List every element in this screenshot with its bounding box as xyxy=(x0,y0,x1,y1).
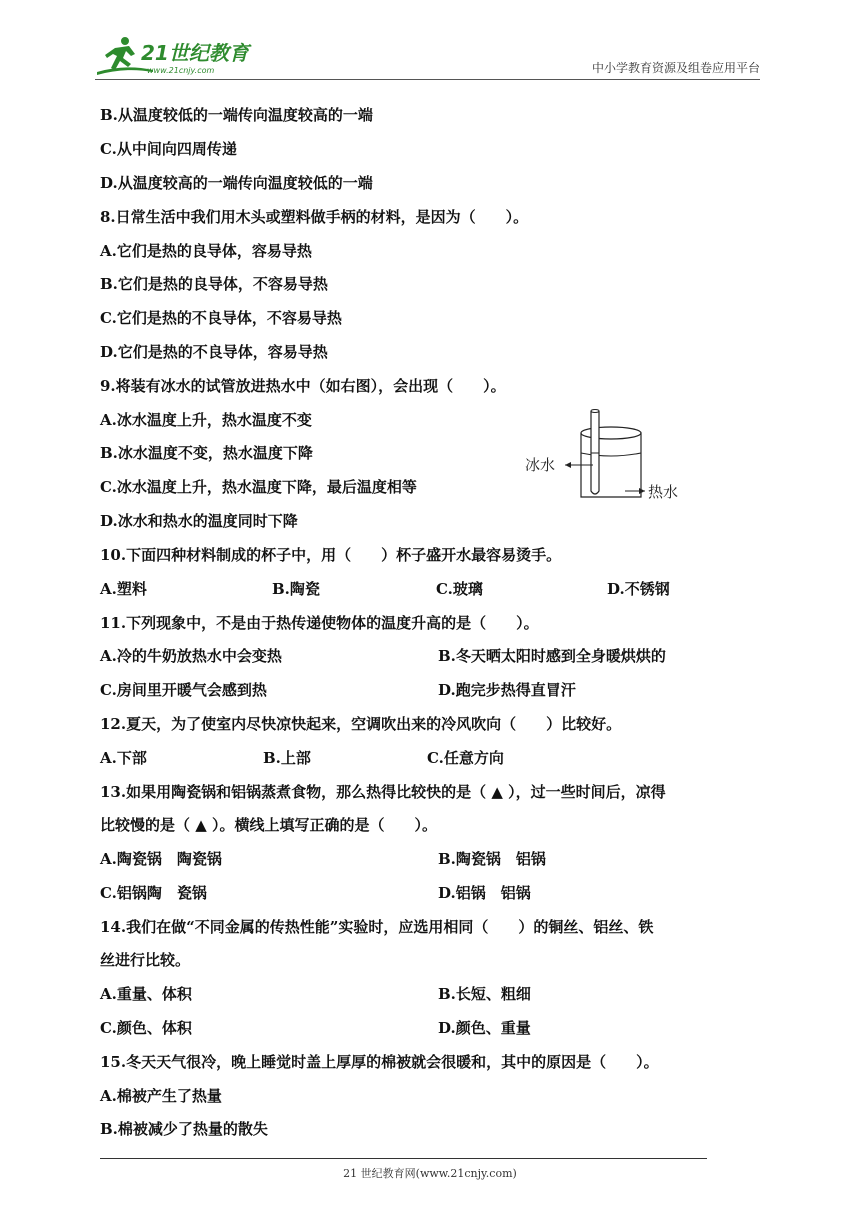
q8-option-a-text: A.它们是热的良导体，容易导热 xyxy=(100,242,312,260)
q7-option-d: D.从温度较高的一端传向温度较低的一端 xyxy=(100,174,373,192)
q9-option-d: D.冰水和热水的温度同时下降 xyxy=(100,512,298,530)
q13-option-d: D.铝锅 铝锅 xyxy=(438,884,531,902)
q14-option-c: C.颜色、体积 xyxy=(100,1019,192,1037)
q10-stem: 10.下面四种材料制成的杯子中，用（ ）杯子盛开水最容易烫手。 xyxy=(100,546,562,564)
q15-stem: 15.冬天天气很冷，晚上睡觉时盖上厚厚的棉被就会很暖和，其中的原因是（ ）。 xyxy=(100,1053,659,1071)
q8-stem: 8.日常生活中我们用木头或塑料做手柄的材料，是因为（ ）。 xyxy=(100,208,529,226)
q13-stem-line1: 13.如果用陶瓷锅和铝锅蒸煮食物，那么热得比较快的是（ ▲ ），过一些时间后，凉得 xyxy=(100,783,666,801)
logo-21cnjy xyxy=(95,34,265,78)
q7-option-c: C.从中间向四周传递 xyxy=(100,140,237,158)
q13-stem-line2: 比较慢的是（ ▲ ）。横线上填写正确的是（ ）。 xyxy=(100,816,437,834)
q12-stem: 12.夏天，为了使室内尽快凉快起来，空调吹出来的冷风吹向（ ）比较好。 xyxy=(100,715,622,733)
q11-stem: 11.下列现象中，不是由于热传递使物体的温度升高的是（ ）。 xyxy=(100,614,539,632)
logo-url: www.21cnjy.com xyxy=(147,66,215,75)
q13-option-a: A.陶瓷锅 陶瓷锅 xyxy=(100,850,222,868)
q14-option-d: D.颜色、重量 xyxy=(438,1019,531,1037)
figure-label-ice-water: 冰水 xyxy=(525,456,556,474)
header-divider xyxy=(95,79,760,80)
q12-option-a: A.下部 xyxy=(100,749,147,767)
q15-option-a: A.棉被产生了热量 xyxy=(100,1087,222,1105)
q8-option-b: B.它们是热的良导体，不容易导热 xyxy=(100,275,328,293)
q8-option-c: C.它们是热的不良导体，不容易导热 xyxy=(100,309,342,327)
q13-option-c: C.铝锅陶 瓷锅 xyxy=(100,884,207,902)
header-platform-text: 中小学教育资源及组卷应用平台 xyxy=(591,61,760,75)
q14-option-a: A.重量、体积 xyxy=(100,985,192,1003)
q10-option-c: C.玻璃 xyxy=(436,580,483,598)
q10-option-b: B.陶瓷 xyxy=(272,580,320,598)
footer-divider xyxy=(100,1158,707,1159)
page-header xyxy=(95,34,760,80)
q11-option-b: B.冬天晒太阳时感到全身暖烘烘的 xyxy=(438,647,666,665)
q8-option-d: D.它们是热的不良导体，容易导热 xyxy=(100,343,328,361)
q9-option-c: C.冰水温度上升，热水温度下降，最后温度相等 xyxy=(100,478,417,496)
q15-option-b: B.棉被减少了热量的散失 xyxy=(100,1120,268,1138)
q9-option-b: B.冰水温度不变，热水温度下降 xyxy=(100,444,313,462)
q10-option-a: A.塑料 xyxy=(100,580,147,598)
q11-option-c: C.房间里开暖气会感到热 xyxy=(100,681,267,699)
q14-stem-line1: 14.我们在做“不同金属的传热性能”实验时，应选用相同（ ）的铜丝、铝丝、铁 xyxy=(100,918,654,936)
q12-option-b: B.上部 xyxy=(263,749,311,767)
footer-text: 21 世纪教育网(www.21cnjy.com) xyxy=(343,1167,517,1180)
logo-text: 21世纪教育 xyxy=(141,41,249,65)
q10-option-d: D.不锈钢 xyxy=(607,580,670,598)
q14-option-b: B.长短、粗细 xyxy=(438,985,531,1003)
q7-option-b: B.从温度较低的一端传向温度较高的一端 xyxy=(100,106,373,124)
q12-option-c: C.任意方向 xyxy=(427,749,504,767)
q11-option-a: A.冷的牛奶放热水中会变热 xyxy=(100,647,282,665)
figure-label-hot-water: 热水 xyxy=(648,483,679,501)
q9-stem: 9.将装有冰水的试管放进热水中（如右图），会出现（ ）。 xyxy=(100,377,506,395)
test-tube-figure xyxy=(525,405,695,505)
q9-option-a: A.冰水温度上升，热水温度不变 xyxy=(100,411,312,429)
q14-stem-line2: 丝进行比较。 xyxy=(100,951,191,969)
q13-option-b: B.陶瓷锅 铝锅 xyxy=(438,850,546,868)
q11-option-d: D.跑完步热得直冒汗 xyxy=(438,681,576,699)
